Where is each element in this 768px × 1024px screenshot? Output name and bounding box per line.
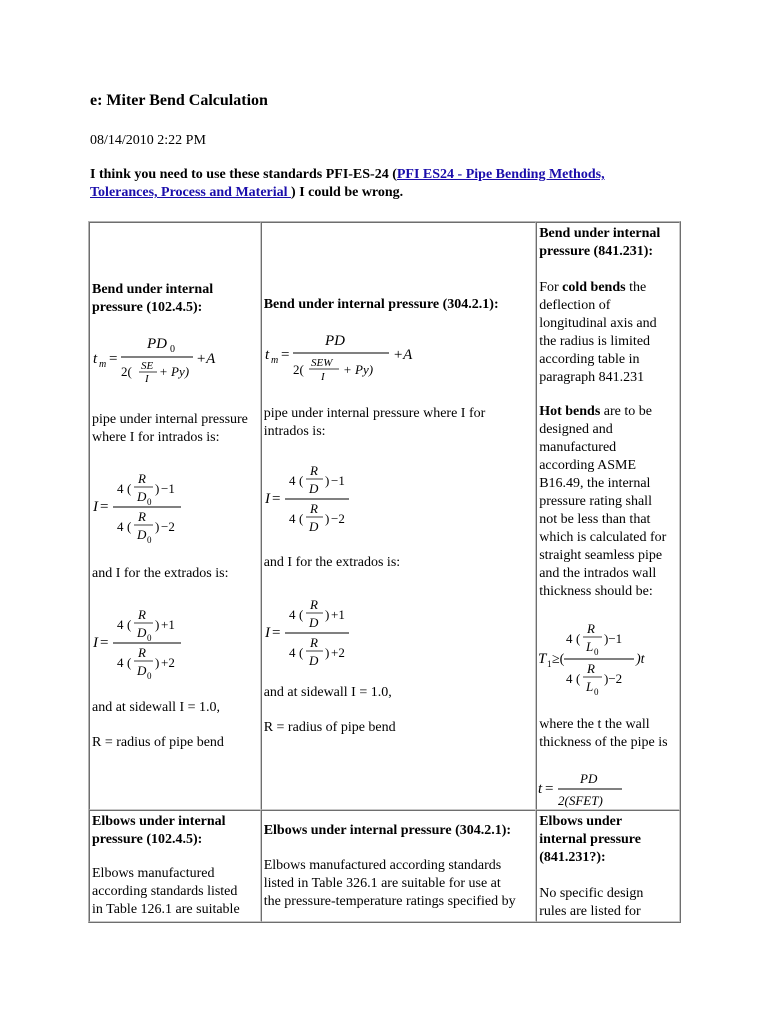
svg-text:R: R <box>309 501 318 516</box>
svg-text:)−2: )−2 <box>604 671 623 686</box>
svg-text:t: t <box>93 351 98 367</box>
svg-text:D: D <box>137 527 147 542</box>
heading-bend-841: Bend under internal pressure (841.231): <box>539 226 661 259</box>
heading-elbow-102: Elbows under internal pressure (102.4.5): <box>92 814 226 847</box>
svg-text:): ) <box>324 473 330 488</box>
text-extrados-102: and I for the extrados is: <box>92 566 229 581</box>
heading-bend-304: Bend under internal pressure (304.2.1): <box>263 297 499 312</box>
cell-elbow-841 <box>536 810 680 922</box>
svg-text:D: D <box>308 519 319 534</box>
text-intrados-304: pipe under internal pressure where I for intrados is: <box>263 406 486 439</box>
svg-text:I: I <box>320 371 325 383</box>
svg-text:): ) <box>155 481 160 496</box>
svg-text:+2: +2 <box>330 645 345 660</box>
svg-text:=: = <box>109 351 118 367</box>
svg-text:+ Py): + Py) <box>159 364 190 379</box>
svg-text:(: ( <box>127 617 132 632</box>
heading-elbow-304: Elbows under internal pressure (304.2.1): <box>263 823 512 838</box>
cell-bend-304 <box>261 222 537 810</box>
svg-text:R: R <box>138 645 146 660</box>
svg-text:(: ( <box>127 519 132 534</box>
heading-elbow-841: Elbows under internal pressure (841.231?): <box>539 814 641 865</box>
svg-text:D: D <box>137 489 147 504</box>
intro-paragraph <box>90 166 690 202</box>
svg-text:I: I <box>93 635 98 651</box>
svg-text:=: = <box>545 781 554 797</box>
svg-text:R: R <box>309 597 318 612</box>
svg-text:I: I <box>264 491 270 507</box>
text-sidewall-304: and at sidewall I = 1.0, <box>263 685 392 700</box>
svg-text:(: ( <box>576 671 581 686</box>
pfi-link-line1[interactable]: PFI ES24 - Pipe Bending Methods, <box>396 167 605 182</box>
svg-text:): ) <box>155 655 160 670</box>
formula-i-extrados-304 <box>263 589 431 675</box>
cell-elbow-304 <box>261 810 537 922</box>
svg-text:): ) <box>155 617 160 632</box>
cell-bend-102 <box>89 222 261 810</box>
svg-text:+A: +A <box>392 347 412 363</box>
svg-text:=: = <box>271 625 281 641</box>
svg-text:4: 4 <box>117 481 124 496</box>
svg-text:−1: −1 <box>161 481 175 496</box>
svg-text:0: 0 <box>594 647 599 657</box>
svg-text:0: 0 <box>147 633 152 643</box>
svg-text:(: ( <box>576 631 581 646</box>
svg-text:4: 4 <box>117 655 124 670</box>
cell-bend-841 <box>536 222 680 810</box>
formula-tm-304 <box>263 329 443 383</box>
text-radius-304: R = radius of pipe bend <box>263 720 396 735</box>
text-elbow-102: Elbows manufactured according standards listed in Table 126.1 are suitable <box>92 866 240 917</box>
svg-text:4: 4 <box>288 607 296 622</box>
text-intrados-102: pipe under internal pressure where I for intrados is: <box>92 412 248 445</box>
svg-text:2(SFET): 2(SFET) <box>558 793 603 808</box>
svg-text:4: 4 <box>288 473 296 488</box>
svg-text:2(: 2( <box>292 362 304 377</box>
svg-text:t: t <box>264 347 269 363</box>
svg-text:I: I <box>145 373 149 383</box>
svg-text:): ) <box>155 519 160 534</box>
svg-text:=: = <box>271 491 281 507</box>
svg-text:4: 4 <box>117 519 124 534</box>
formula-i-intrados-102 <box>91 463 259 549</box>
svg-text:+1: +1 <box>330 607 345 622</box>
table-row-bends <box>89 222 680 810</box>
svg-text:=: = <box>100 635 109 651</box>
svg-text:4: 4 <box>566 631 573 646</box>
svg-text:4: 4 <box>288 645 296 660</box>
formula-tm-102 <box>91 331 259 383</box>
svg-text:+ Py): + Py) <box>342 362 373 377</box>
text-extrados-304: and I for the extrados is: <box>263 555 401 570</box>
svg-text:SEW: SEW <box>310 357 333 369</box>
svg-text:(: ( <box>127 481 132 496</box>
svg-text:D: D <box>308 653 319 668</box>
svg-text:L: L <box>586 639 594 654</box>
pfi-link-line2[interactable]: Tolerances, Process and Material <box>90 185 292 200</box>
svg-text:PD: PD <box>324 333 345 349</box>
svg-text:)t: )t <box>636 652 645 667</box>
svg-text:): ) <box>324 645 330 660</box>
svg-text:0: 0 <box>147 671 152 681</box>
svg-text:T: T <box>538 651 547 667</box>
svg-text:2(: 2( <box>121 364 132 379</box>
svg-text:m: m <box>99 359 107 370</box>
comparison-table <box>88 221 681 923</box>
text-elbow-841: No specific design rules are listed for <box>539 886 644 919</box>
formula-t1 <box>538 615 678 701</box>
svg-text:(: ( <box>127 655 132 670</box>
text-hot-bends: Hot bends are to be designed and manufactured according ASME B16.49, the internal pressure rating shall not be less than that which is calculated for straight seamless pipe and the intrados wall thickness should be: <box>539 404 667 599</box>
svg-text:D: D <box>137 663 147 678</box>
svg-text:PD: PD <box>147 336 167 352</box>
svg-text:R: R <box>587 661 596 676</box>
svg-text:(: ( <box>298 473 304 488</box>
svg-text:)−1: )−1 <box>604 631 623 646</box>
svg-text:−2: −2 <box>330 511 345 526</box>
svg-text:R: R <box>138 607 146 622</box>
svg-text:R: R <box>309 463 318 478</box>
svg-text:=: = <box>280 347 290 363</box>
svg-text:−2: −2 <box>161 519 175 534</box>
svg-text:D: D <box>308 481 319 496</box>
svg-text:t: t <box>538 781 543 797</box>
svg-text:≥(: ≥( <box>552 652 565 667</box>
text-wall-thickness: where the t the wall thickness of the pipe is <box>539 717 668 750</box>
svg-text:): ) <box>324 607 330 622</box>
cell-elbow-102 <box>89 810 261 922</box>
svg-text:D: D <box>308 615 319 630</box>
svg-text:D: D <box>137 625 147 640</box>
post-date: 08/14/2010 2:22 PM <box>90 133 206 148</box>
svg-text:(: ( <box>298 645 304 660</box>
svg-text:+A: +A <box>196 351 216 367</box>
svg-text:0: 0 <box>594 687 599 697</box>
page-title: e: Miter Bend Calculation <box>90 92 268 109</box>
svg-text:PD: PD <box>580 771 598 786</box>
table-row-elbows <box>89 810 680 922</box>
svg-text:SE: SE <box>141 360 154 372</box>
text-cold-bends: For cold bends the deflection of longitudinal axis and the radius is limited according table in paragraph 841.231 <box>539 280 657 385</box>
svg-text:−1: −1 <box>330 473 345 488</box>
svg-text:L: L <box>586 679 594 694</box>
svg-text:I: I <box>264 625 270 641</box>
svg-text:0: 0 <box>170 344 175 355</box>
svg-text:0: 0 <box>147 497 152 507</box>
svg-text:R: R <box>309 635 318 650</box>
intro-tail: ) I could be wrong. <box>291 185 404 200</box>
text-radius-102: R = radius of pipe bend <box>92 735 224 750</box>
svg-text:I: I <box>93 499 98 515</box>
svg-text:4: 4 <box>288 511 296 526</box>
svg-text:1: 1 <box>547 659 552 669</box>
svg-text:R: R <box>138 509 146 524</box>
svg-text:R: R <box>587 621 596 636</box>
formula-i-extrados-102 <box>91 599 259 685</box>
svg-text:+1: +1 <box>161 617 175 632</box>
svg-text:R: R <box>138 471 146 486</box>
svg-text:(: ( <box>298 607 304 622</box>
svg-text:(: ( <box>298 511 304 526</box>
svg-text:+2: +2 <box>161 655 175 670</box>
formula-i-intrados-304 <box>263 455 431 541</box>
text-sidewall-102: and at sidewall I = 1.0, <box>92 700 221 715</box>
heading-bend-102: Bend under internal pressure (102.4.5): <box>92 282 214 315</box>
formula-t <box>538 769 678 809</box>
intro-text: I think you need to use these standards PFI-ES-24 ( <box>90 167 397 182</box>
svg-text:=: = <box>100 499 109 515</box>
svg-text:0: 0 <box>147 535 152 545</box>
svg-text:4: 4 <box>117 617 124 632</box>
text-elbow-304: Elbows manufactured according standards listed in Table 326.1 are suitable for use at the pressure-temperature ratings specified by <box>263 858 516 909</box>
svg-text:4: 4 <box>566 671 573 686</box>
svg-text:m: m <box>270 355 278 366</box>
svg-text:): ) <box>324 511 330 526</box>
